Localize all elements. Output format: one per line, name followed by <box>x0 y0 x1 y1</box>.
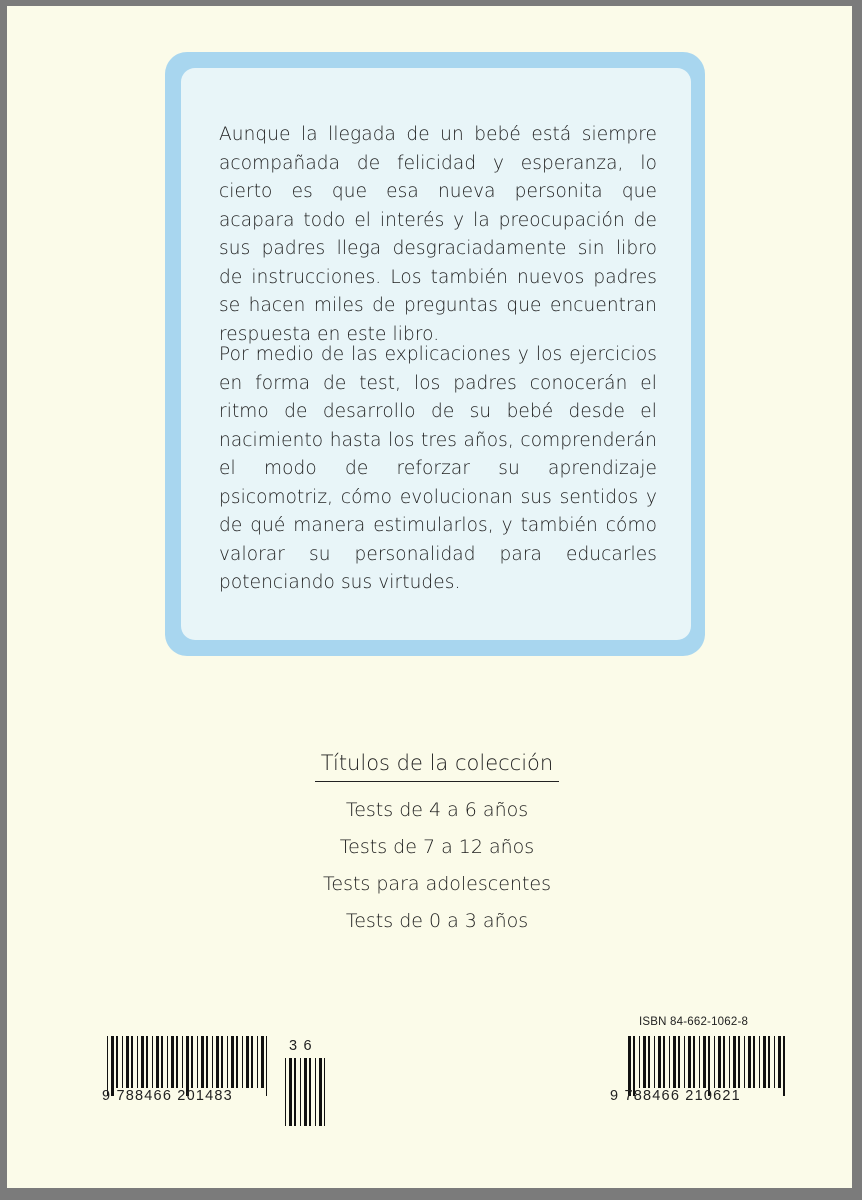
barcode-bar <box>684 1036 685 1088</box>
barcode-bar <box>669 1036 670 1088</box>
barcode-bar <box>246 1036 249 1088</box>
barcode-right-digits: 9 788466 210621 <box>610 1088 741 1104</box>
barcode-bar <box>236 1036 238 1088</box>
barcode-bar <box>783 1036 785 1096</box>
barcode-bar <box>733 1036 736 1088</box>
barcode-bar <box>718 1036 721 1088</box>
barcode-bar <box>216 1036 219 1088</box>
barcode-bar <box>729 1036 730 1088</box>
barcode-bar <box>654 1036 655 1088</box>
barcode-bar <box>227 1036 228 1088</box>
barcode-bar <box>257 1036 258 1088</box>
barcode-right <box>610 1036 798 1116</box>
barcode-bar <box>658 1036 661 1088</box>
barcode-bar <box>251 1036 253 1088</box>
barcode-bar <box>186 1036 189 1096</box>
description-frame <box>165 52 705 656</box>
description-paragraph-2: Por medio de las explicaciones y los ejercicios en forma de test, los padres conocerán el ritmo de desarrollo de su bebé desde el nacimiento hasta los tres años, comprenderán el modo de reforzar su aprendizaje psicomotriz, cómo evolucionan sus sentidos y de qué manera estimularlos, y también cómo valorar su personalidad para educarles potenciando sus virtudes. <box>219 344 657 593</box>
barcode-bar <box>759 1036 760 1088</box>
barcode-bar <box>206 1036 208 1088</box>
barcode-bar <box>309 1058 311 1126</box>
collection-item: Tests de 0 a 3 años <box>345 910 529 932</box>
collection-section <box>267 749 607 940</box>
barcode-bar <box>107 1036 108 1096</box>
barcode-bar <box>294 1058 296 1126</box>
barcode-bar <box>628 1036 631 1096</box>
barcode-bar <box>176 1036 178 1088</box>
description-paragraph-1: Aunque la llegada de un bebé está siempre acompañada de felicidad y esperanza, lo cierto es que esa nueva personita que acapara todo el interés y la preocupación de sus padres llega desgraciadamente sin libro de instrucciones. Los también nuevos padres se hacen miles de preguntas que encuentran respuesta en este libro. <box>219 124 657 345</box>
barcode-bar <box>643 1036 646 1088</box>
collection-item: Tests de 4 a 6 años <box>345 799 529 821</box>
barcode-left <box>102 1036 337 1116</box>
barcode-bar <box>778 1036 781 1088</box>
barcode-left-bars <box>107 1036 267 1116</box>
barcode-bar <box>285 1058 286 1126</box>
barcode-bar <box>137 1036 138 1088</box>
barcode-bar <box>678 1036 680 1088</box>
barcode-bar <box>703 1036 706 1088</box>
barcode-bar <box>122 1036 123 1088</box>
barcode-bar <box>131 1036 133 1088</box>
barcode-bar <box>744 1036 745 1088</box>
barcode-bar <box>315 1058 316 1126</box>
collection-list <box>267 792 607 940</box>
barcode-bar <box>266 1036 267 1096</box>
barcode-bar <box>300 1058 301 1126</box>
barcode-bar <box>753 1036 755 1088</box>
barcode-bar <box>774 1036 775 1088</box>
barcode-bar <box>289 1058 292 1126</box>
book-back-cover <box>7 6 852 1188</box>
barcode-bar <box>324 1058 325 1126</box>
barcode-bar <box>182 1036 183 1088</box>
barcode-bar <box>197 1036 198 1088</box>
barcode-bar <box>261 1036 264 1088</box>
barcode-bar <box>738 1036 740 1088</box>
barcode-bar <box>639 1036 640 1088</box>
barcode-addon-bars <box>285 1058 325 1128</box>
barcode-bar <box>152 1036 153 1088</box>
barcode-bar <box>304 1058 307 1126</box>
barcode-bar <box>708 1036 710 1096</box>
description-panel <box>181 68 691 640</box>
barcode-bar <box>231 1036 234 1088</box>
barcode-bar <box>156 1036 159 1088</box>
barcode-bar <box>673 1036 676 1088</box>
barcode-bar <box>723 1036 725 1088</box>
barcode-bar <box>693 1036 695 1088</box>
barcode-bar <box>319 1058 322 1126</box>
barcode-bar <box>191 1036 193 1088</box>
barcode-bar <box>141 1036 144 1088</box>
barcode-bar <box>688 1036 691 1088</box>
barcode-bar <box>212 1036 213 1088</box>
barcode-bar <box>663 1036 665 1088</box>
barcode-left-digits: 9 788466 201483 <box>102 1088 233 1104</box>
barcode-bar <box>167 1036 168 1088</box>
barcode-bar <box>201 1036 204 1088</box>
barcode-bar <box>126 1036 129 1088</box>
barcode-bar <box>171 1036 174 1088</box>
collection-item: Tests de 7 a 12 años <box>339 836 535 858</box>
collection-title: Títulos de la colección <box>315 749 559 782</box>
barcode-right-bars <box>628 1036 788 1116</box>
barcode-bar <box>714 1036 715 1088</box>
barcode-bar <box>768 1036 770 1088</box>
barcode-bar <box>699 1036 700 1088</box>
barcode-bar <box>763 1036 766 1088</box>
collection-item: Tests para adolescentes <box>323 873 551 895</box>
barcode-bar <box>161 1036 163 1088</box>
barcode-bar <box>242 1036 243 1088</box>
isbn-label: ISBN 84-662-1062-8 <box>639 1016 749 1028</box>
barcode-bar <box>648 1036 650 1088</box>
barcode-left-addon-digits: 3 6 <box>289 1038 313 1054</box>
barcode-bar <box>116 1036 118 1088</box>
barcode-bar <box>748 1036 751 1088</box>
barcode-bar <box>111 1036 114 1096</box>
barcode-bar <box>633 1036 635 1096</box>
barcode-bar <box>221 1036 223 1088</box>
barcode-bar <box>146 1036 148 1088</box>
